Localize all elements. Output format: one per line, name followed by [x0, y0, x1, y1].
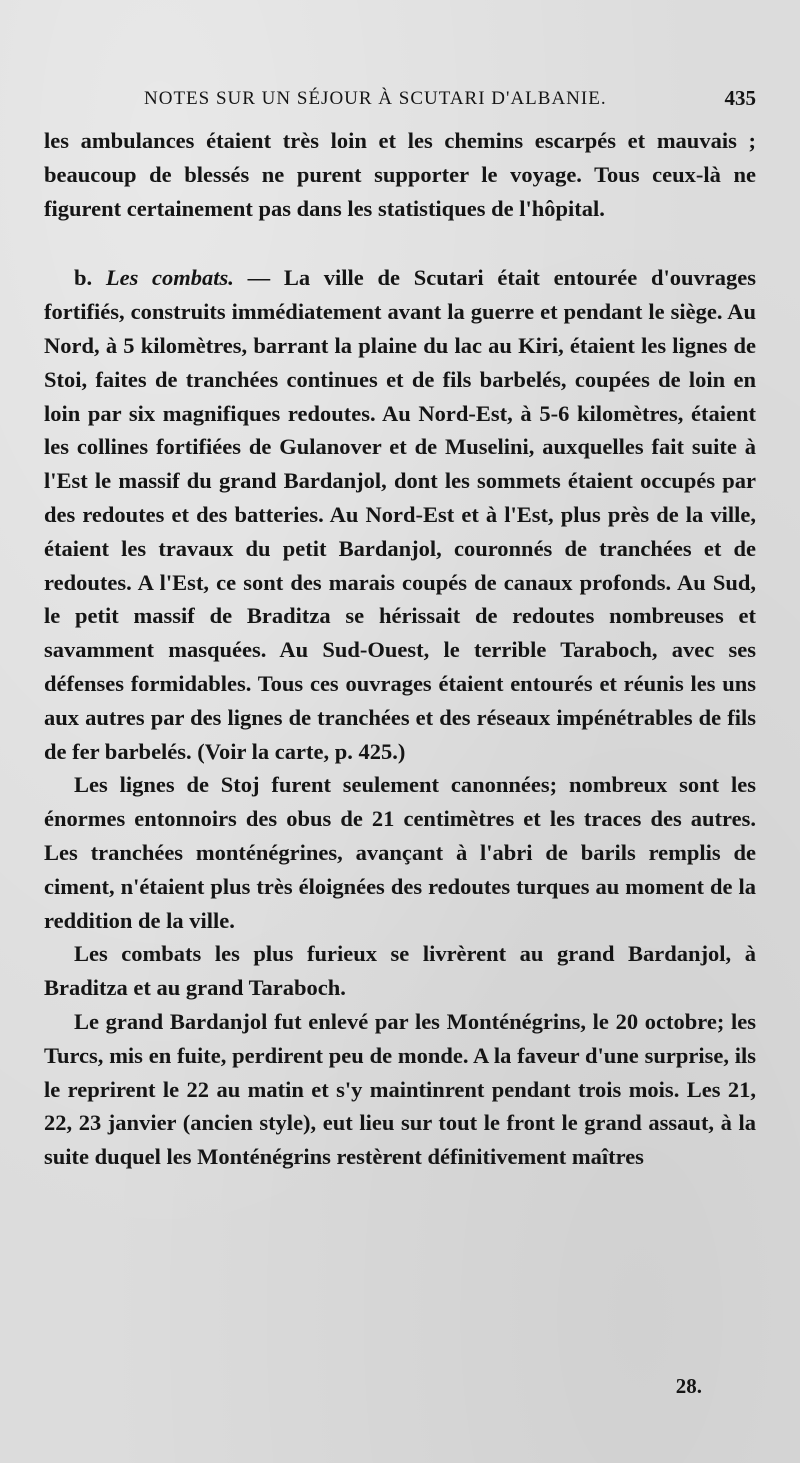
body-text: [44, 124, 756, 1174]
section-marker: b.: [74, 265, 93, 291]
paragraph-5: Le grand Bardanjol fut enlevé par les Monténégrins, le 20 octobre; les Turcs, mis en fuite, perdirent peu de monde. A la faveur d'une surprise, ils le reprirent le 22 au matin et s'y maintinrent pendant trois mois. Les 21, 22, 23 janvier (ancien style), eut lieu sur tout le front le grand assaut, à la suite duquel les Monténégrins restèrent définitivement maîtres: [44, 1008, 756, 1170]
paragraph-2: [44, 261, 756, 768]
signature-mark: 28.: [675, 1374, 702, 1398]
paragraph-4: Les combats les plus furieux se livrèrent au grand Bardanjol, à Braditza et au grand Taraboch.: [44, 941, 756, 1001]
paragraph-2-text: — La ville de Scutari était entourée d'ouvrages fortifiés, construits immédiatement avant la guerre et pendant le siège. Au Nord, à 5 kilomètres, barrant la plaine du lac au Kiri, étaient les lignes de Stoi, faites de tranchées continues et de fils barbelés, coupées de loin en loin par six magnifiques redoutes. Au Nord-Est, à 5-6 kilomètres, étaient les collines fortifiées de Gulanover et de Muselini, auxquelles fait suite à l'Est le massif du grand Bardanjol, dont les sommets étaient occupés par des redoutes et des batteries. Au Nord-Est et à l'Est, plus près de la ville, étaient les travaux du petit Bardanjol, couronnés de tranchées et de redoutes. A l'Est, ce sont des marais coupés de canaux profonds. Au Sud, le petit massif de Braditza se hérissait de redoutes nombreuses et savamment masquées. Au Sud-Ouest, le terrible Taraboch, avec ses défenses formidables. Tous ces ouvrages étaient entourés et réunis les uns aux autres par des lignes de tranchées et des réseaux impénétrables de fils de fer barbelés. (Voir la carte, p. 425.): [44, 265, 756, 764]
page-header: [52, 84, 764, 120]
paragraph-1: les ambulances étaient très loin et les chemins escarpés et mauvais ; beaucoup de blessés ne purent supporter le voyage. Tous ceux-là ne figurent certainement pas dans les statistiques de l'hôpital.: [44, 128, 756, 221]
running-title: NOTES SUR UN SÉJOUR À SCUTARI D'ALBANIE.: [144, 88, 607, 109]
paragraph-3: Les lignes de Stoj furent seulement canonnées; nombreux sont les énormes entonnoirs des obus de 21 centimètres et les traces des autres. Les tranchées monténégrines, avançant à l'abri de barils remplis de ciment, n'étaient plus très éloignées des redoutes turques au moment de la reddition de la ville.: [44, 772, 756, 933]
section-heading: Les combats.: [105, 265, 234, 291]
page-number: 435: [724, 86, 756, 110]
